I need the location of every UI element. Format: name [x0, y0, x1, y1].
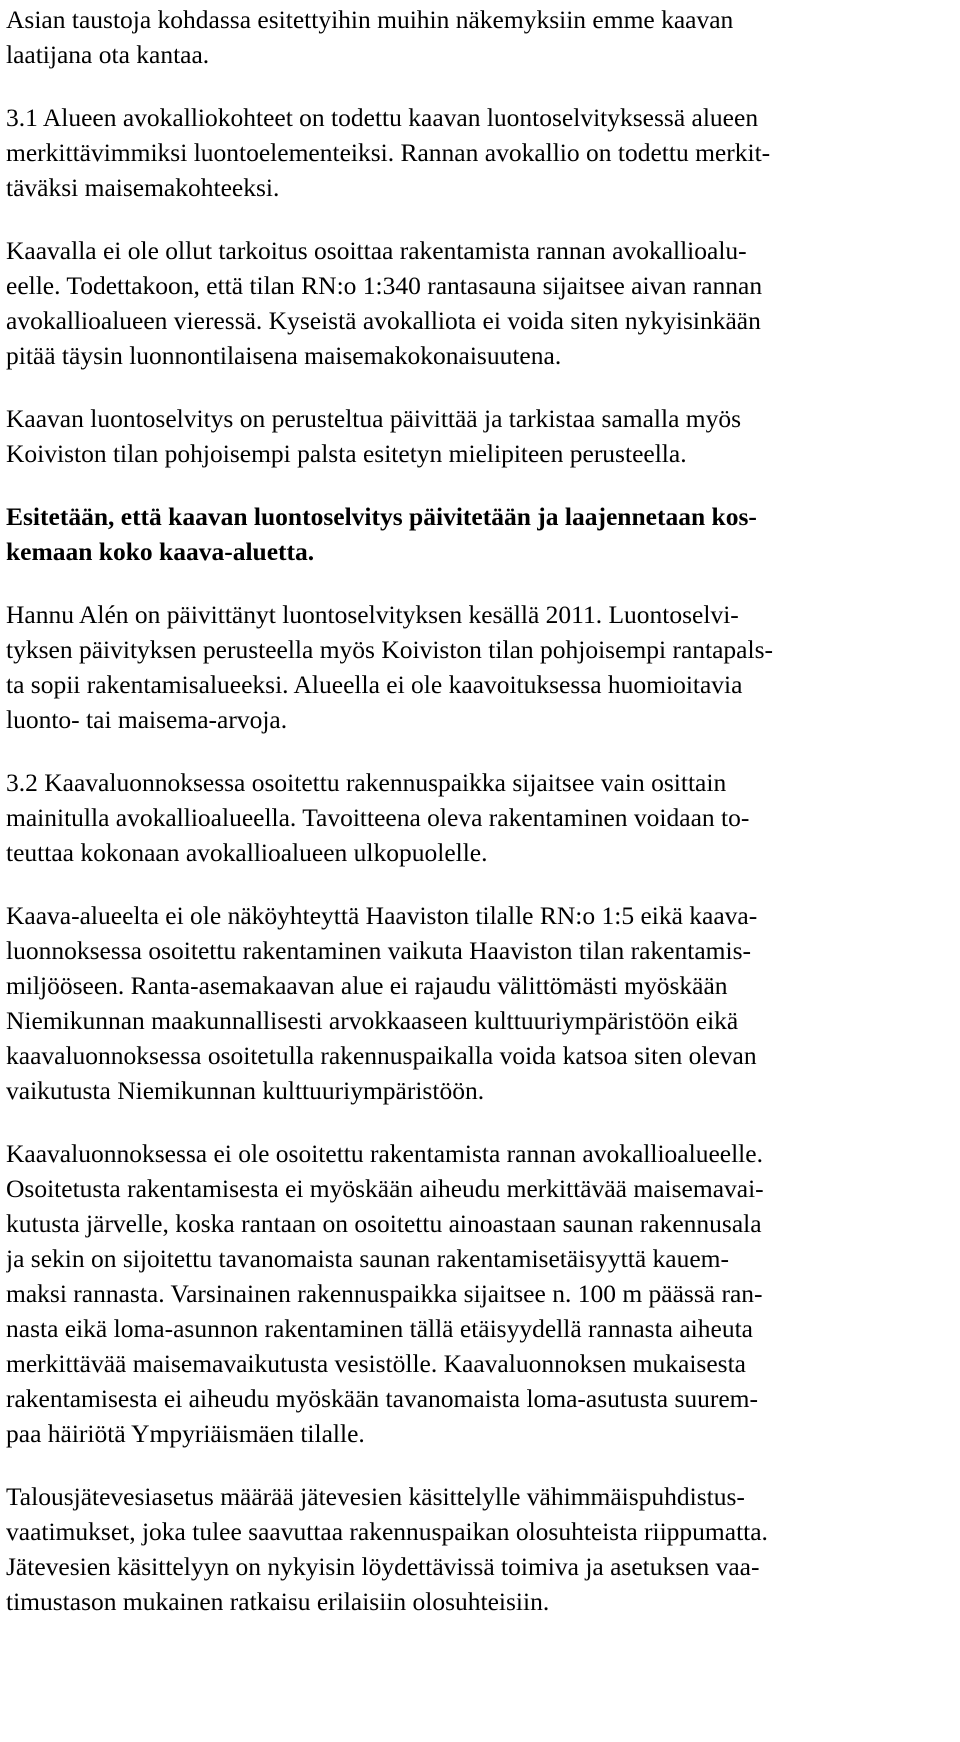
paragraph-gap: [6, 870, 956, 898]
text-line: 3.2 Kaavaluonnoksessa osoitettu rakennuspaikka sijaitsee vain osittain: [6, 768, 727, 797]
paragraph-gap: [6, 373, 956, 401]
text-line: ta sopii rakentamisalueeksi. Alueella ei ole kaavoituksessa huomioitavia: [6, 670, 743, 699]
text-line: mainitulla avokallioalueella. Tavoitteena oleva rakentaminen voidaan to-: [6, 803, 750, 832]
paragraph-gap: [6, 1451, 956, 1479]
text-line: Kaavaluonnoksessa ei ole osoitettu rakentamista rannan avokallioalueelle.: [6, 1139, 763, 1168]
paragraph-gap: [6, 72, 956, 100]
text-line: vaatimukset, joka tulee saavuttaa rakennuspaikan olosuhteista riippumatta.: [6, 1517, 768, 1546]
text-line: Hannu Alén on päivittänyt luontoselvityksen kesällä 2011. Luontoselvi-: [6, 600, 739, 629]
text-line: vaikutusta Niemikunnan kulttuuriympäristöön.: [6, 1076, 485, 1105]
text-line: timustason mukainen ratkaisu erilaisiin olosuhteisiin.: [6, 1587, 550, 1616]
text-line: avokallioalueen vieressä. Kyseistä avokalliota ei voida siten nykyisinkään: [6, 306, 761, 335]
text-line: Kaava-alueelta ei ole näköyhteyttä Haaviston tilalle RN:o 1:5 eikä kaava-: [6, 901, 758, 930]
text-line: kutusta järvelle, koska rantaan on osoitettu ainoastaan saunan rakennusala: [6, 1209, 762, 1238]
text-line: Osoitetusta rakentamisesta ei myöskään aiheudu merkittävää maisemavai-: [6, 1174, 764, 1203]
text-line: nasta eikä loma-asunnon rakentaminen tällä etäisyydellä rannasta aiheuta: [6, 1314, 753, 1343]
paragraph-p10: [6, 1479, 956, 1619]
paragraph-p4: [6, 401, 956, 471]
document-page: [6, 0, 956, 1742]
paragraph-gap: [6, 737, 956, 765]
text-line: tyksen päivityksen perusteella myös Koiviston tilan pohjoisempi rantapals-: [6, 635, 773, 664]
paragraph-p2: [6, 100, 956, 205]
text-line: luonnoksessa osoitettu rakentaminen vaikuta Haaviston tilan rakentamis-: [6, 936, 751, 965]
text-line: Asian taustoja kohdassa esitettyihin muihin näkemyksiin emme kaavan: [6, 5, 734, 34]
text-line: Kaavalla ei ole ollut tarkoitus osoittaa rakentamista rannan avokallioalu-: [6, 236, 747, 265]
text-line: laatijana ota kantaa.: [6, 40, 210, 69]
text-line: merkittävimmiksi luontoelementeiksi. Rannan avokallio on todettu merkit-: [6, 138, 771, 167]
text-line: Jätevesien käsittelyyn on nykyisin löydettävissä toimiva ja asetuksen vaa-: [6, 1552, 760, 1581]
paragraph-gap: [6, 1108, 956, 1136]
paragraph-p3: [6, 233, 956, 373]
text-line: eelle. Todettakoon, että tilan RN:o 1:340 rantasauna sijaitsee aivan rannan: [6, 271, 763, 300]
text-line: miljööseen. Ranta-asemakaavan alue ei rajaudu välittömästi myöskään: [6, 971, 728, 1000]
paragraph-gap: [6, 471, 956, 499]
text-line: täväksi maisemakohteeksi.: [6, 173, 280, 202]
paragraph-p1: [6, 2, 956, 72]
text-line: Esitetään, että kaavan luontoselvitys päivitetään ja laajennetaan kos-: [6, 502, 757, 531]
text-line: rakentamisesta ei aiheudu myöskään tavanomaista loma-asutusta suurem-: [6, 1384, 759, 1413]
text-line: 3.1 Alueen avokalliokohteet on todettu kaavan luontoselvityksessä alueen: [6, 103, 759, 132]
text-line: Kaavan luontoselvitys on perusteltua päivittää ja tarkistaa samalla myös: [6, 404, 742, 433]
paragraph-p7: [6, 765, 956, 870]
text-line: Koiviston tilan pohjoisempi palsta esitetyn mielipiteen perusteella.: [6, 439, 687, 468]
paragraph-p6: [6, 597, 956, 737]
paragraph-p9: [6, 1136, 956, 1451]
paragraph-p8: [6, 898, 956, 1108]
paragraph-p5-bold-proposal: [6, 499, 956, 569]
paragraph-gap: [6, 205, 956, 233]
text-line: Talousjätevesiasetus määrää jätevesien käsittelylle vähimmäispuhdistus-: [6, 1482, 745, 1511]
text-line: ja sekin on sijoitettu tavanomaista saunan rakentamisetäisyyttä kauem-: [6, 1244, 730, 1273]
text-line: merkittävää maisemavaikutusta vesistölle. Kaavaluonnoksen mukaisesta: [6, 1349, 746, 1378]
text-line: kaavaluonnoksessa osoitetulla rakennuspaikalla voida katsoa siten olevan: [6, 1041, 757, 1070]
text-line: luonto- tai maisema-arvoja.: [6, 705, 288, 734]
text-line: paa häiriötä Ympyriäismäen tilalle.: [6, 1419, 365, 1448]
text-line: Niemikunnan maakunnallisesti arvokkaaseen kulttuuriympäristöön eikä: [6, 1006, 739, 1035]
text-line: pitää täysin luonnontilaisena maisemakokonaisuutena.: [6, 341, 562, 370]
paragraph-gap: [6, 569, 956, 597]
text-line: maksi rannasta. Varsinainen rakennuspaikka sijaitsee n. 100 m päässä ran-: [6, 1279, 763, 1308]
text-line: teuttaa kokonaan avokallioalueen ulkopuolelle.: [6, 838, 488, 867]
text-line: kemaan koko kaava-aluetta.: [6, 537, 315, 566]
